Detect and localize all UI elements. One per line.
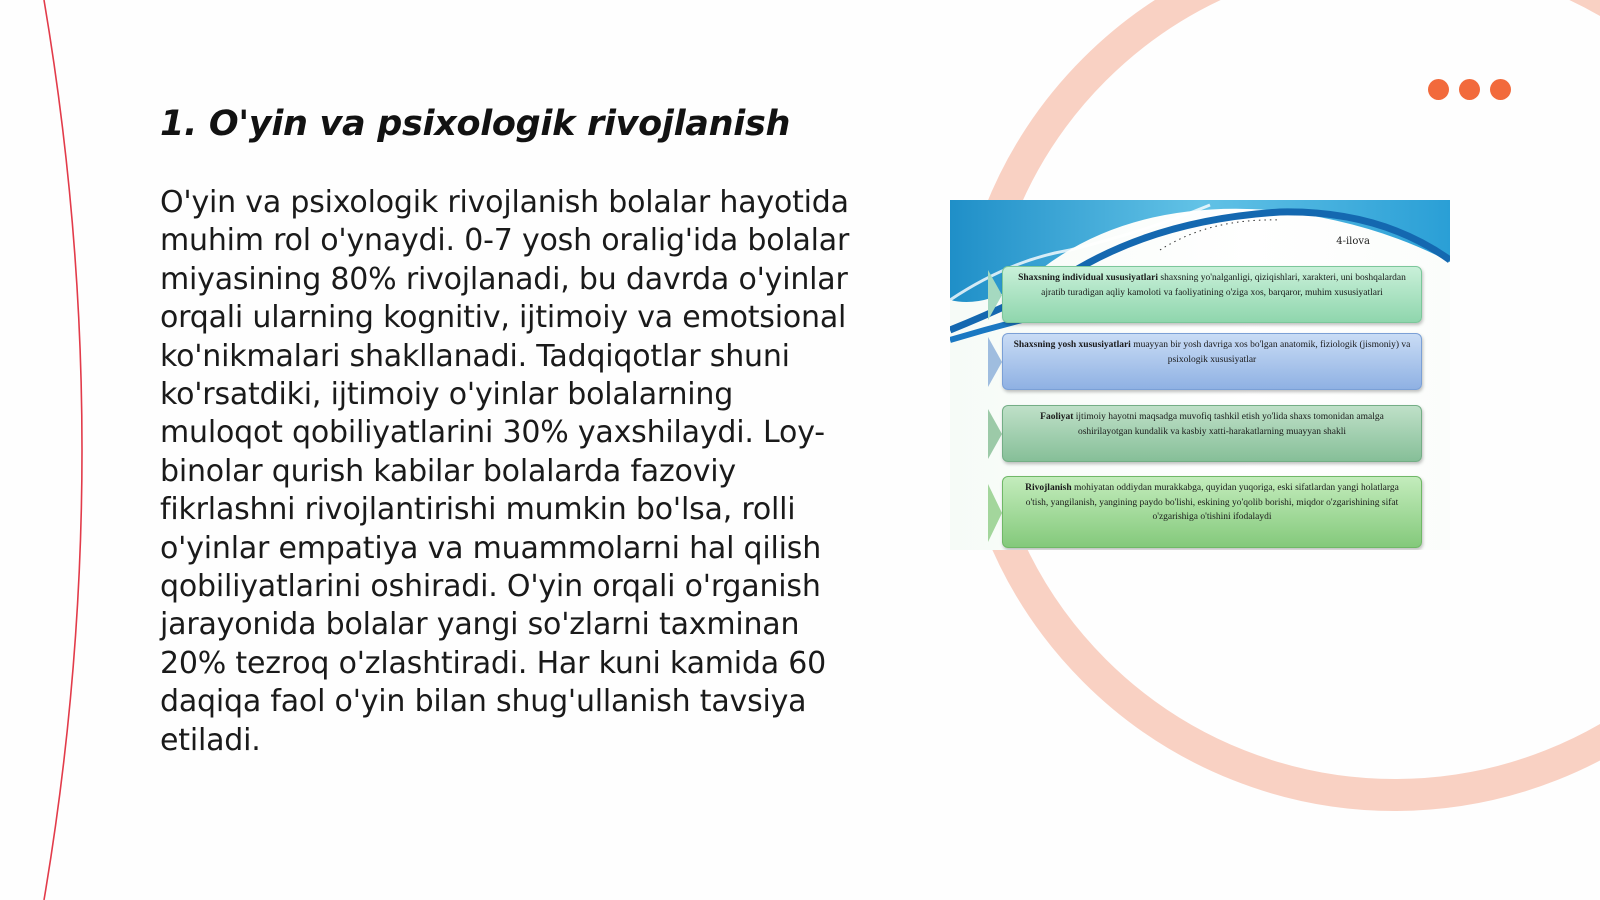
figure-box: [1002, 405, 1422, 462]
figure-tag: 4-ilova: [1336, 236, 1370, 247]
figure-box-text: mohiyatan oddiydan murakkabga, quyidan yuqoriga, eski sifatlardan yangi holatlarga o'tish, yangilanish, yangining paydo bo'lishi, eskining yo'qolib borishi, miqdor o'zgarishining sifat o'zgarishiga o'tishini ifodalaydi: [1025, 483, 1399, 522]
embedded-figure: [950, 200, 1450, 550]
figure-box-text: muayyan bir yosh davriga xos bo'lgan anatomik, fiziologik (jismoniy) va psixologik xususiyatlar: [1130, 340, 1411, 365]
chevron-right-icon: [988, 409, 1002, 459]
dot-icon: [1459, 79, 1480, 100]
chevron-right-icon: [988, 484, 1002, 542]
slide-title: 1. O'yin va psixologik rivojlanish: [160, 104, 791, 144]
figure-box-term: Faoliyat: [1040, 412, 1074, 422]
figure-box-term: Rivojlanish: [1025, 483, 1072, 493]
dot-icon: [1490, 79, 1511, 100]
figure-box-text: ijtimoiy hayotni maqsadga muvofiq tashkil etish yo'lida shaxs tomonidan amalga oshirilayotgan kundalik va kasbiy xatti-harakatlarning muayyan shakli: [1073, 412, 1384, 437]
figure-box: [1002, 266, 1422, 323]
dot-icon: [1428, 79, 1449, 100]
chevron-right-icon: [988, 337, 1002, 387]
figure-box: [1002, 333, 1422, 390]
figure-box-term: Shaxsning yosh xususiyatlari: [1013, 340, 1131, 350]
figure-box: [1002, 476, 1422, 548]
left-curve-line: [44, 0, 82, 900]
figure-box-term: Shaxsning individual xususiyatlari: [1018, 273, 1159, 283]
chevron-right-icon: [988, 270, 1002, 320]
figure-box-text: shaxsning yo'nalganligi, qiziqishlari, xarakteri, uni boshqalardan ajratib turadigan aqliy kamoloti va faoliyatining o'ziga xos, barqaror, muhim xususiyatlari: [1041, 273, 1406, 298]
slide-body-text: O'yin va psixologik rivojlanish bolalar hayotida muhim rol o'ynaydi. 0-7 yosh oralig'ida bolalar miyasining 80% rivojlanadi, bu davrda o'yinlar orqali ularning kognitiv, ijtimoiy va emotsional ko'nikmalari shakllanadi. Tadqiqotlar shuni ko'rsatdiki, ijtimoiy o'yinlar bolalarning muloqot qobiliyatlarini 30% yaxshilaydi. Loy-binolar qurish kabilar bolalarda fazoviy fikrlashni rivojlantirishi mumkin bo'lsa, rolli o'yinlar empatiya va muammolarni hal qilish qobiliyatlarini oshiradi. O'yin orqali o'rganish jarayonida bolalar yangi so'zlarni taxminan 20% tezroq o'zlashtiradi. Har kuni kamida 60 daqiqa faol o'yin bilan shug'ullanish tavsiya etiladi.: [160, 185, 850, 758]
menu-dots: [1428, 79, 1511, 100]
